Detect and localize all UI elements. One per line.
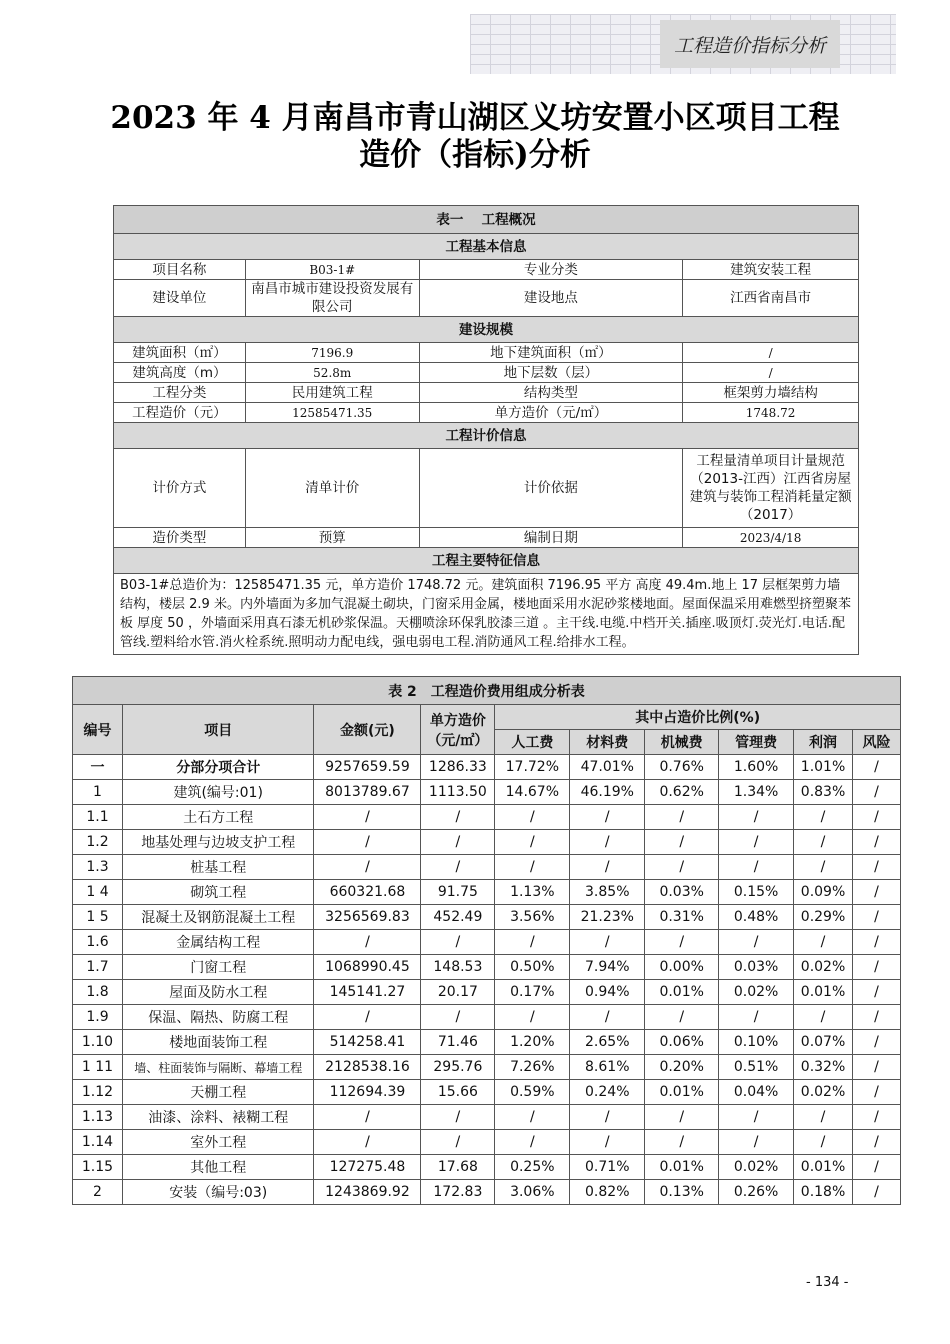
cell-unit: /	[421, 1005, 495, 1030]
table-row	[73, 1005, 901, 1030]
cell-profit: 0.83%	[794, 780, 853, 805]
cell-material: /	[570, 805, 645, 830]
col-amount: 金额(元)	[314, 705, 421, 755]
underground-floors-value: /	[683, 363, 859, 383]
table-row	[73, 1105, 901, 1130]
cell-material: 21.23%	[570, 905, 645, 930]
cost-value: 12585471.35	[245, 403, 419, 423]
project-overview-table	[113, 205, 859, 655]
method-label: 计价方式	[114, 449, 246, 528]
cell-profit: /	[794, 855, 853, 880]
cell-no: 1	[73, 780, 123, 805]
cell-mgmt: 0.15%	[719, 880, 794, 905]
cell-amount: 1243869.92	[314, 1180, 421, 1205]
cell-mgmt: /	[719, 805, 794, 830]
cell-labor: 0.25%	[495, 1155, 570, 1180]
area-value: 7196.9	[245, 343, 419, 363]
cell-amount: /	[314, 1005, 421, 1030]
cell-risk: /	[853, 1080, 901, 1105]
cell-profit: /	[794, 1105, 853, 1130]
cell-amount: 660321.68	[314, 880, 421, 905]
category-value: 建筑安装工程	[683, 260, 859, 280]
table-row	[73, 1030, 901, 1055]
cell-risk: /	[853, 930, 901, 955]
cell-risk: /	[853, 830, 901, 855]
cell-unit: /	[421, 930, 495, 955]
basis-value: 工程量清单项目计量规范（2013-江西）江西省房屋建筑与装饰工程消耗量定额（2017）	[683, 449, 859, 528]
location-label: 建设地点	[419, 280, 683, 317]
cell-item: 室外工程	[122, 1130, 314, 1155]
cell-amount: /	[314, 1130, 421, 1155]
cell-unit: 148.53	[421, 955, 495, 980]
cell-unit: 71.46	[421, 1030, 495, 1055]
cell-no: 一	[73, 755, 123, 780]
table-row	[73, 755, 901, 780]
section-scale: 建设规模	[114, 317, 859, 343]
cell-item: 门窗工程	[122, 955, 314, 980]
price-type-label: 造价类型	[114, 528, 246, 548]
cell-unit: 1286.33	[421, 755, 495, 780]
table-row	[73, 830, 901, 855]
cell-machine: 0.13%	[645, 1180, 719, 1205]
cell-item: 地基处理与边坡支护工程	[122, 830, 314, 855]
cell-profit: 0.02%	[794, 955, 853, 980]
cell-no: 1.9	[73, 1005, 123, 1030]
cell-labor: 0.59%	[495, 1080, 570, 1105]
cell-profit: /	[794, 930, 853, 955]
cell-mgmt: 0.02%	[719, 980, 794, 1005]
cell-risk: /	[853, 805, 901, 830]
section-badge: 工程造价指标分析	[660, 20, 840, 68]
cell-item: 楼地面装饰工程	[122, 1030, 314, 1055]
cell-amount: /	[314, 1105, 421, 1130]
cell-material: /	[570, 855, 645, 880]
cell-amount: 112694.39	[314, 1080, 421, 1105]
cell-risk: /	[853, 905, 901, 930]
cell-no: 2	[73, 1180, 123, 1205]
cell-material: /	[570, 1005, 645, 1030]
cell-item: 分部分项合计	[122, 755, 314, 780]
cell-amount: 2128538.16	[314, 1055, 421, 1080]
structure-label: 结构类型	[419, 383, 683, 403]
cell-labor: 1.20%	[495, 1030, 570, 1055]
cell-item: 保温、隔热、防腐工程	[122, 1005, 314, 1030]
cell-unit: /	[421, 855, 495, 880]
height-label: 建筑高度（m）	[114, 363, 246, 383]
unit-cost-value: 1748.72	[683, 403, 859, 423]
table-row	[73, 1180, 901, 1205]
structure-value: 框架剪力墙结构	[683, 383, 859, 403]
cell-amount: 514258.41	[314, 1030, 421, 1055]
col-no: 编号	[73, 705, 123, 755]
cell-machine: /	[645, 805, 719, 830]
cell-mgmt: /	[719, 1105, 794, 1130]
cell-machine: /	[645, 830, 719, 855]
method-value: 清单计价	[245, 449, 419, 528]
date-value: 2023/4/18	[683, 528, 859, 548]
cell-no: 1 11	[73, 1055, 123, 1080]
cell-no: 1.3	[73, 855, 123, 880]
cell-mgmt: /	[719, 1005, 794, 1030]
cell-risk: /	[853, 855, 901, 880]
col-sub-header: 人工费	[495, 730, 570, 755]
cell-machine: 0.03%	[645, 880, 719, 905]
table-row	[73, 1080, 901, 1105]
category-label: 专业分类	[419, 260, 683, 280]
cell-profit: 0.07%	[794, 1030, 853, 1055]
cell-no: 1.14	[73, 1130, 123, 1155]
height-value: 52.8m	[245, 363, 419, 383]
unit-cost-label: 单方造价（元/㎡）	[419, 403, 683, 423]
cell-machine: 0.01%	[645, 980, 719, 1005]
type-label: 工程分类	[114, 383, 246, 403]
cell-unit: 15.66	[421, 1080, 495, 1105]
cell-mgmt: 0.26%	[719, 1180, 794, 1205]
cell-risk: /	[853, 980, 901, 1005]
cell-mgmt: 0.51%	[719, 1055, 794, 1080]
cell-risk: /	[853, 1055, 901, 1080]
area-label: 建筑面积（㎡）	[114, 343, 246, 363]
cell-labor: 7.26%	[495, 1055, 570, 1080]
cell-machine: 0.00%	[645, 955, 719, 980]
cell-mgmt: /	[719, 930, 794, 955]
cell-machine: /	[645, 1005, 719, 1030]
cell-amount: 9257659.59	[314, 755, 421, 780]
cell-amount: 3256569.83	[314, 905, 421, 930]
cell-amount: /	[314, 855, 421, 880]
cell-unit: 452.49	[421, 905, 495, 930]
cell-machine: /	[645, 855, 719, 880]
type-value: 民用建筑工程	[245, 383, 419, 403]
cell-no: 1.1	[73, 805, 123, 830]
cell-machine: 0.01%	[645, 1080, 719, 1105]
cell-amount: /	[314, 805, 421, 830]
cell-profit: 0.18%	[794, 1180, 853, 1205]
table1-caption: 表一 工程概况	[114, 206, 859, 234]
cell-unit: /	[421, 830, 495, 855]
cell-item: 屋面及防水工程	[122, 980, 314, 1005]
cell-item: 金属结构工程	[122, 930, 314, 955]
cell-material: /	[570, 1105, 645, 1130]
cell-risk: /	[853, 1155, 901, 1180]
cell-material: /	[570, 1130, 645, 1155]
cell-profit: /	[794, 830, 853, 855]
cell-labor: /	[495, 1005, 570, 1030]
cell-profit: /	[794, 1130, 853, 1155]
cell-labor: 3.56%	[495, 905, 570, 930]
cell-material: 0.71%	[570, 1155, 645, 1180]
underground-area-label: 地下建筑面积（㎡）	[419, 343, 683, 363]
cell-risk: /	[853, 1005, 901, 1030]
cell-profit: 1.01%	[794, 755, 853, 780]
cell-labor: 0.17%	[495, 980, 570, 1005]
cell-risk: /	[853, 1130, 901, 1155]
cell-labor: /	[495, 830, 570, 855]
cell-material: 7.94%	[570, 955, 645, 980]
table-row	[73, 930, 901, 955]
cell-labor: 14.67%	[495, 780, 570, 805]
cell-labor: /	[495, 930, 570, 955]
cell-mgmt: /	[719, 1130, 794, 1155]
cell-material: 0.94%	[570, 980, 645, 1005]
cell-labor: /	[495, 855, 570, 880]
cell-unit: 17.68	[421, 1155, 495, 1180]
cell-unit: 295.76	[421, 1055, 495, 1080]
cell-amount: /	[314, 930, 421, 955]
cell-risk: /	[853, 755, 901, 780]
col-item: 项目	[122, 705, 314, 755]
cell-item: 混凝土及钢筋混凝土工程	[122, 905, 314, 930]
cell-item: 墙、柱面装饰与隔断、幕墙工程	[122, 1055, 314, 1080]
cell-material: 2.65%	[570, 1030, 645, 1055]
cell-labor: 17.72%	[495, 755, 570, 780]
section-features: 工程主要特征信息	[114, 548, 859, 574]
basis-label: 计价依据	[419, 449, 683, 528]
col-sub-header: 风险	[853, 730, 901, 755]
cell-material: 0.24%	[570, 1080, 645, 1105]
cell-no: 1.15	[73, 1155, 123, 1180]
cell-mgmt: 1.34%	[719, 780, 794, 805]
price-type-value: 预算	[245, 528, 419, 548]
cell-unit: 91.75	[421, 880, 495, 905]
cell-material: 0.82%	[570, 1180, 645, 1205]
features-text: B03-1#总造价为：12585471.35 元，单方造价 1748.72 元。建筑面积 7196.95 平方 高度 49.4m.地上 17 层框架剪力墙结构，楼层 2.9 米。内外墙面为多加气混凝土砌块，门窗采用金属，楼地面采用水泥砂浆楼地面。屋面保温采用难燃型挤塑聚苯板 厚度 50 ，外墙面采用真石漆无机砂浆保温。天棚喷涂环保乳胶漆三道 。主干线.电缆.中档开关.插座.吸顶灯.荧光灯.电话.配管线.塑料给水管.消火栓系统.照明动力配电线，强电弱电工程.消防通风工程.给排水工程。	[114, 574, 859, 655]
cost-label: 工程造价（元）	[114, 403, 246, 423]
cell-labor: /	[495, 1130, 570, 1155]
cell-labor: 3.06%	[495, 1180, 570, 1205]
cell-profit: /	[794, 1005, 853, 1030]
cell-labor: /	[495, 805, 570, 830]
cell-profit: /	[794, 805, 853, 830]
date-label: 编制日期	[419, 528, 683, 548]
table-row	[73, 855, 901, 880]
cell-unit: 20.17	[421, 980, 495, 1005]
cell-unit: /	[421, 1130, 495, 1155]
location-value: 江西省南昌市	[683, 280, 859, 317]
page-title-line1: 2023 年 4 月南昌市青山湖区义坊安置小区项目工程	[110, 100, 840, 136]
cell-machine: /	[645, 1105, 719, 1130]
builder-label: 建设单位	[114, 280, 246, 317]
table-row	[73, 1155, 901, 1180]
cell-labor: 1.13%	[495, 880, 570, 905]
cell-profit: 0.32%	[794, 1055, 853, 1080]
section-pricing: 工程计价信息	[114, 423, 859, 449]
cell-machine: 0.01%	[645, 1155, 719, 1180]
table2-caption: 表 2 工程造价费用组成分析表	[73, 677, 901, 705]
table-row	[73, 880, 901, 905]
col-ratio-group: 其中占造价比例(%)	[495, 705, 901, 730]
col-unit-cost: 单方造价（元/㎡）	[421, 705, 495, 755]
cell-mgmt: 0.10%	[719, 1030, 794, 1055]
page-title-line2: 造价（指标)分析	[359, 137, 591, 173]
cell-no: 1 5	[73, 905, 123, 930]
builder-value: 南昌市城市建设投资发展有限公司	[245, 280, 419, 317]
table-row	[73, 905, 901, 930]
cell-risk: /	[853, 955, 901, 980]
cell-profit: 0.01%	[794, 980, 853, 1005]
cell-machine: /	[645, 930, 719, 955]
cost-breakdown-table	[72, 676, 901, 1205]
cell-amount: 1068990.45	[314, 955, 421, 980]
cell-item: 桩基工程	[122, 855, 314, 880]
cell-item: 土石方工程	[122, 805, 314, 830]
cell-material: 46.19%	[570, 780, 645, 805]
cell-amount: 8013789.67	[314, 780, 421, 805]
col-sub-header: 利润	[794, 730, 853, 755]
project-name-value: B03-1#	[245, 260, 419, 280]
cell-profit: 0.29%	[794, 905, 853, 930]
cell-machine: 0.06%	[645, 1030, 719, 1055]
cell-material: 47.01%	[570, 755, 645, 780]
cell-risk: /	[853, 880, 901, 905]
table-row	[73, 955, 901, 980]
table-row	[73, 805, 901, 830]
cell-mgmt: 0.48%	[719, 905, 794, 930]
cell-item: 油漆、涂料、裱糊工程	[122, 1105, 314, 1130]
cell-labor: 0.50%	[495, 955, 570, 980]
cell-machine: 0.20%	[645, 1055, 719, 1080]
cell-unit: /	[421, 1105, 495, 1130]
cell-mgmt: 0.04%	[719, 1080, 794, 1105]
cell-machine: /	[645, 1130, 719, 1155]
cell-no: 1.12	[73, 1080, 123, 1105]
cell-labor: /	[495, 1105, 570, 1130]
cell-material: 8.61%	[570, 1055, 645, 1080]
cell-item: 砌筑工程	[122, 880, 314, 905]
cell-risk: /	[853, 1105, 901, 1130]
cell-no: 1.13	[73, 1105, 123, 1130]
cell-risk: /	[853, 1180, 901, 1205]
cell-item: 天棚工程	[122, 1080, 314, 1105]
col-sub-header: 机械费	[645, 730, 719, 755]
cell-machine: 0.62%	[645, 780, 719, 805]
cell-item: 安装（编号:03)	[122, 1180, 314, 1205]
cell-no: 1 4	[73, 880, 123, 905]
cell-no: 1.8	[73, 980, 123, 1005]
cell-mgmt: /	[719, 830, 794, 855]
cell-no: 1.6	[73, 930, 123, 955]
cell-risk: /	[853, 780, 901, 805]
cell-item: 建筑(编号:01)	[122, 780, 314, 805]
table-row	[73, 1055, 901, 1080]
cell-mgmt: 1.60%	[719, 755, 794, 780]
cell-machine: 0.31%	[645, 905, 719, 930]
cell-profit: 0.02%	[794, 1080, 853, 1105]
cell-mgmt: /	[719, 855, 794, 880]
cell-item: 其他工程	[122, 1155, 314, 1180]
table-row	[73, 1130, 901, 1155]
table-row	[73, 780, 901, 805]
cell-mgmt: 0.03%	[719, 955, 794, 980]
cell-profit: 0.09%	[794, 880, 853, 905]
cell-amount: 127275.48	[314, 1155, 421, 1180]
cell-unit: 1113.50	[421, 780, 495, 805]
cell-unit: /	[421, 805, 495, 830]
cell-mgmt: 0.02%	[719, 1155, 794, 1180]
cell-no: 1.10	[73, 1030, 123, 1055]
col-sub-header: 管理费	[719, 730, 794, 755]
cell-no: 1.7	[73, 955, 123, 980]
cell-profit: 0.01%	[794, 1155, 853, 1180]
cell-risk: /	[853, 1030, 901, 1055]
cell-material: /	[570, 930, 645, 955]
cell-amount: /	[314, 830, 421, 855]
page-number: - 134 -	[806, 1275, 849, 1290]
underground-floors-label: 地下层数（层）	[419, 363, 683, 383]
table-row	[73, 980, 901, 1005]
cell-material: 3.85%	[570, 880, 645, 905]
underground-area-value: /	[683, 343, 859, 363]
cell-material: /	[570, 830, 645, 855]
project-name-label: 项目名称	[114, 260, 246, 280]
col-sub-header: 材料费	[570, 730, 645, 755]
cell-machine: 0.76%	[645, 755, 719, 780]
section-basic-info: 工程基本信息	[114, 234, 859, 260]
cell-no: 1.2	[73, 830, 123, 855]
cell-amount: 145141.27	[314, 980, 421, 1005]
cell-unit: 172.83	[421, 1180, 495, 1205]
